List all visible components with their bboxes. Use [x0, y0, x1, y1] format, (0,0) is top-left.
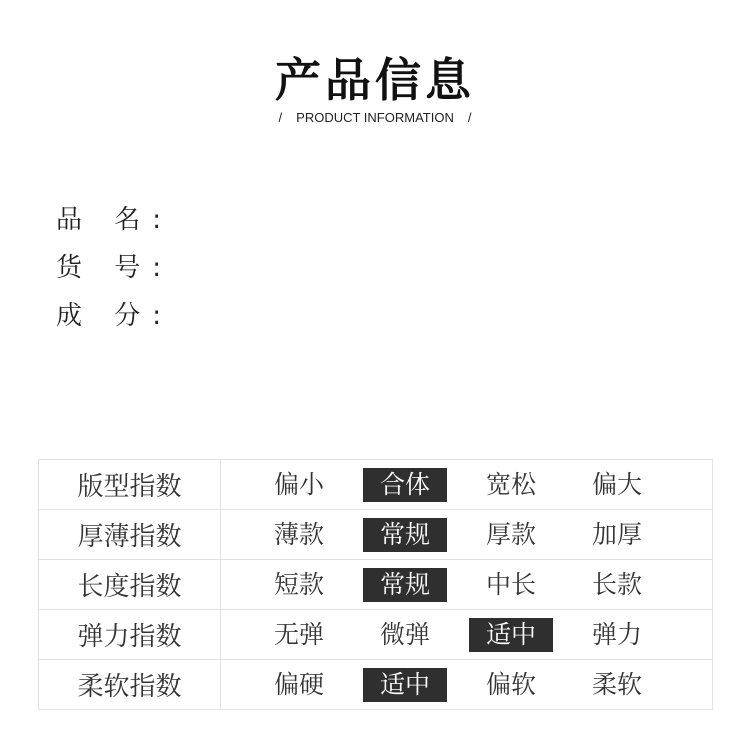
spec-options — [221, 660, 713, 710]
spec-option-selected: 常规 — [363, 518, 447, 552]
spec-options — [221, 560, 713, 610]
spec-row — [39, 660, 713, 710]
spec-option: 中长 — [485, 569, 536, 599]
subtitle-text: PRODUCT INFORMATION — [296, 110, 454, 125]
spec-option: 长款 — [591, 569, 642, 599]
spec-label: 版型指数 — [39, 460, 221, 510]
page-title: 产品信息 — [275, 53, 475, 107]
spec-row — [39, 610, 713, 660]
page-subtitle — [0, 110, 750, 125]
spec-option: 弹力 — [591, 619, 642, 649]
spec-options — [221, 460, 713, 510]
spec-label: 柔软指数 — [39, 660, 221, 710]
spec-option: 微弹 — [379, 619, 430, 649]
spec-option: 偏小 — [273, 469, 324, 499]
spec-option: 短款 — [273, 569, 324, 599]
subtitle-slash-right: / — [467, 110, 472, 125]
spec-option-selected: 适中 — [469, 618, 553, 652]
spec-table — [38, 459, 713, 710]
info-composition: 成 分: — [56, 301, 174, 331]
spec-label: 弹力指数 — [39, 610, 221, 660]
spec-options — [221, 510, 713, 560]
spec-label: 厚薄指数 — [39, 510, 221, 560]
spec-row — [39, 460, 713, 510]
spec-option: 加厚 — [591, 519, 642, 549]
spec-row — [39, 560, 713, 610]
product-info-list — [56, 196, 173, 340]
spec-option: 偏软 — [485, 669, 536, 699]
spec-option: 厚款 — [485, 519, 536, 549]
spec-option: 偏大 — [591, 469, 642, 499]
info-item-number: 货 号: — [56, 253, 174, 283]
spec-option: 宽松 — [485, 469, 536, 499]
spec-option: 柔软 — [591, 669, 642, 699]
spec-option-selected: 合体 — [363, 468, 447, 502]
subtitle-slash-left: / — [278, 110, 283, 125]
spec-row — [39, 510, 713, 560]
spec-option-selected: 适中 — [363, 668, 447, 702]
spec-option: 无弹 — [273, 619, 324, 649]
spec-label: 长度指数 — [39, 560, 221, 610]
spec-options — [221, 610, 713, 660]
spec-option: 偏硬 — [273, 669, 324, 699]
spec-option-selected: 常规 — [363, 568, 447, 602]
info-product-name: 品 名: — [56, 205, 174, 235]
spec-option: 薄款 — [273, 519, 324, 549]
